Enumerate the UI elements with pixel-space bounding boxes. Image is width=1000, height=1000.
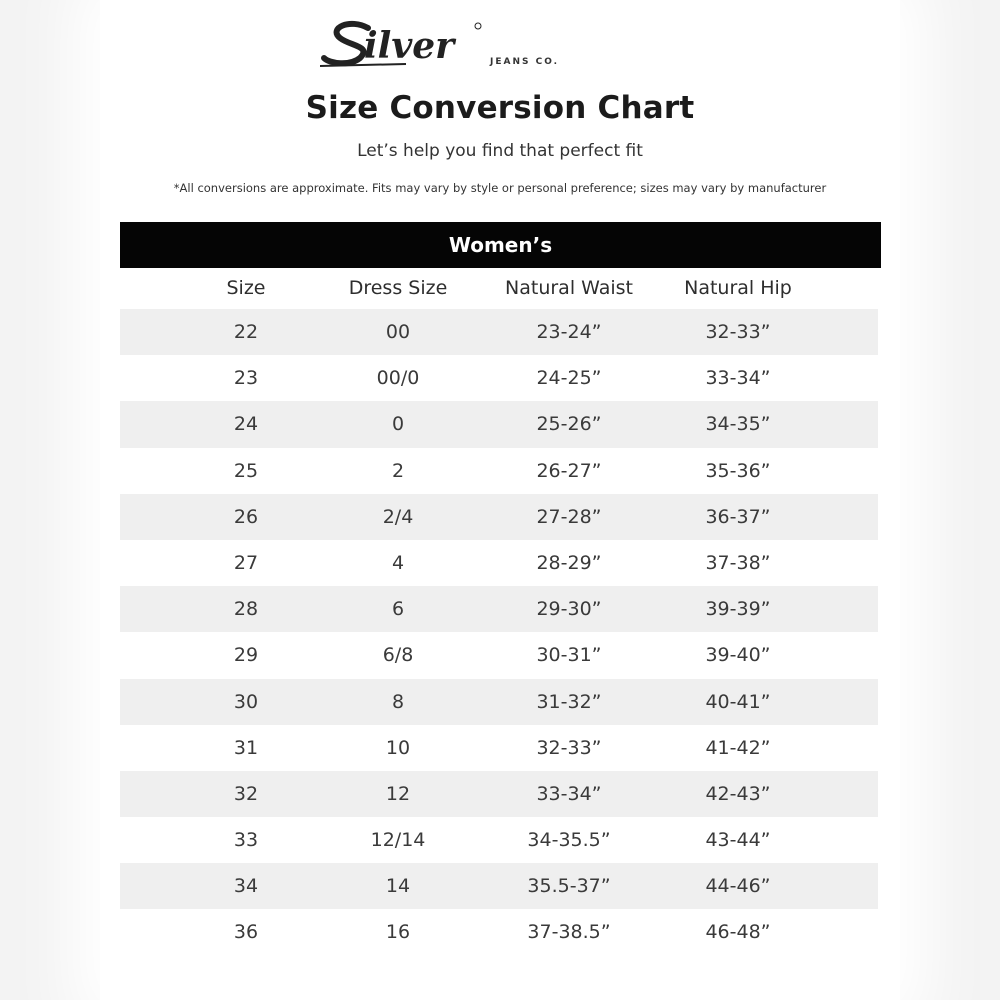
cell-natural-hip: 43-44”: [705, 829, 771, 852]
cell-dress-size: 8: [391, 690, 405, 713]
cell-natural-hip: 40-41”: [705, 690, 771, 713]
table-row: [120, 725, 878, 771]
cell-natural-waist: 27-28”: [536, 505, 602, 528]
cell-size: 23: [233, 367, 259, 390]
section-header-womens: Women’s: [120, 222, 881, 268]
cell-dress-size: 12: [385, 782, 411, 805]
disclaimer-note: *All conversions are approximate. Fits may vary by style or personal preference; sizes may vary by manufacturer: [173, 181, 827, 195]
size-table-body: [120, 309, 878, 956]
cell-size: 26: [233, 505, 259, 528]
cell-size: 25: [233, 459, 259, 482]
table-row: [120, 586, 878, 632]
cell-natural-waist: 23-24”: [536, 321, 602, 343]
cell-natural-waist: 24-25”: [536, 367, 602, 390]
table-header: [120, 272, 878, 304]
cell-natural-hip: 35-36”: [705, 459, 771, 482]
table-row: [120, 540, 878, 586]
silver-jeans-logo: [320, 6, 500, 74]
cell-natural-waist: 33-34”: [536, 782, 602, 805]
cell-natural-hip: 39-40”: [705, 644, 771, 667]
cell-dress-size: 2/4: [382, 505, 414, 528]
cell-natural-waist: 28-29”: [536, 551, 602, 574]
cell-natural-waist: 32-33”: [536, 736, 602, 759]
cell-size: 28: [233, 598, 259, 621]
cell-dress-size: 14: [385, 875, 411, 898]
cell-natural-waist: 31-32”: [536, 690, 602, 713]
column-header-natural-hip: Natural Hip: [684, 277, 792, 299]
cell-dress-size: 4: [391, 551, 405, 574]
column-header-natural-waist: Natural Waist: [505, 277, 633, 299]
cell-natural-hip: 39-39”: [705, 598, 771, 621]
cell-size: 24: [233, 413, 259, 436]
cell-dress-size: 10: [385, 736, 411, 759]
cell-natural-waist: 26-27”: [536, 459, 602, 482]
table-row: [120, 448, 878, 494]
table-row: [120, 355, 878, 401]
cell-natural-waist: 25-26”: [536, 413, 602, 436]
cell-natural-hip: 36-37”: [705, 505, 771, 528]
cell-dress-size: 6: [391, 598, 405, 621]
brand-subtext: JEANS CO.: [490, 57, 560, 67]
table-row: [120, 632, 878, 678]
cell-size: 29: [233, 644, 259, 667]
cell-size: 22: [233, 321, 259, 343]
cell-dress-size: 12/14: [370, 829, 426, 852]
cell-size: 32: [233, 782, 259, 805]
cell-natural-hip: 33-34”: [705, 367, 771, 390]
table-row: [120, 863, 878, 909]
cell-dress-size: 00: [385, 321, 411, 343]
cell-natural-waist: 29-30”: [536, 598, 602, 621]
page-title: Size Conversion Chart: [305, 90, 695, 126]
cell-natural-hip: 37-38”: [705, 551, 771, 574]
table-row: [120, 494, 878, 540]
table-row: [120, 401, 878, 447]
page-subtitle: Let’s help you find that perfect fit: [357, 141, 643, 161]
cell-natural-waist: 37-38.5”: [527, 921, 611, 944]
table-row: [120, 771, 878, 817]
cell-dress-size: 0: [391, 413, 405, 436]
cell-size: 31: [233, 736, 259, 759]
cell-size: 34: [233, 875, 259, 898]
cell-size: 33: [233, 829, 259, 852]
cell-dress-size: 00/0: [376, 367, 420, 390]
cell-natural-hip: 46-48”: [705, 921, 771, 944]
cell-size: 27: [233, 551, 259, 574]
cell-natural-hip: 42-43”: [705, 782, 771, 805]
cell-natural-waist: 34-35.5”: [527, 829, 611, 852]
cell-dress-size: 2: [391, 459, 405, 482]
cell-size: 30: [233, 690, 259, 713]
cell-natural-hip: 32-33”: [705, 321, 771, 343]
table-row: [120, 309, 878, 355]
table-row: [120, 679, 878, 725]
cell-natural-waist: 30-31”: [536, 644, 602, 667]
cell-natural-hip: 44-46”: [705, 875, 771, 898]
cell-natural-hip: 41-42”: [705, 736, 771, 759]
cell-natural-waist: 35.5-37”: [527, 875, 611, 898]
table-row: [120, 817, 878, 863]
column-header-size: Size: [226, 277, 266, 299]
table-row: [120, 909, 878, 955]
cell-size: 36: [233, 921, 259, 944]
svg-text:ilver: ilver: [364, 25, 455, 67]
cell-dress-size: 6/8: [382, 644, 414, 667]
cell-natural-hip: 34-35”: [705, 413, 771, 436]
cell-dress-size: 16: [385, 921, 411, 944]
column-header-dress-size: Dress Size: [348, 277, 448, 299]
